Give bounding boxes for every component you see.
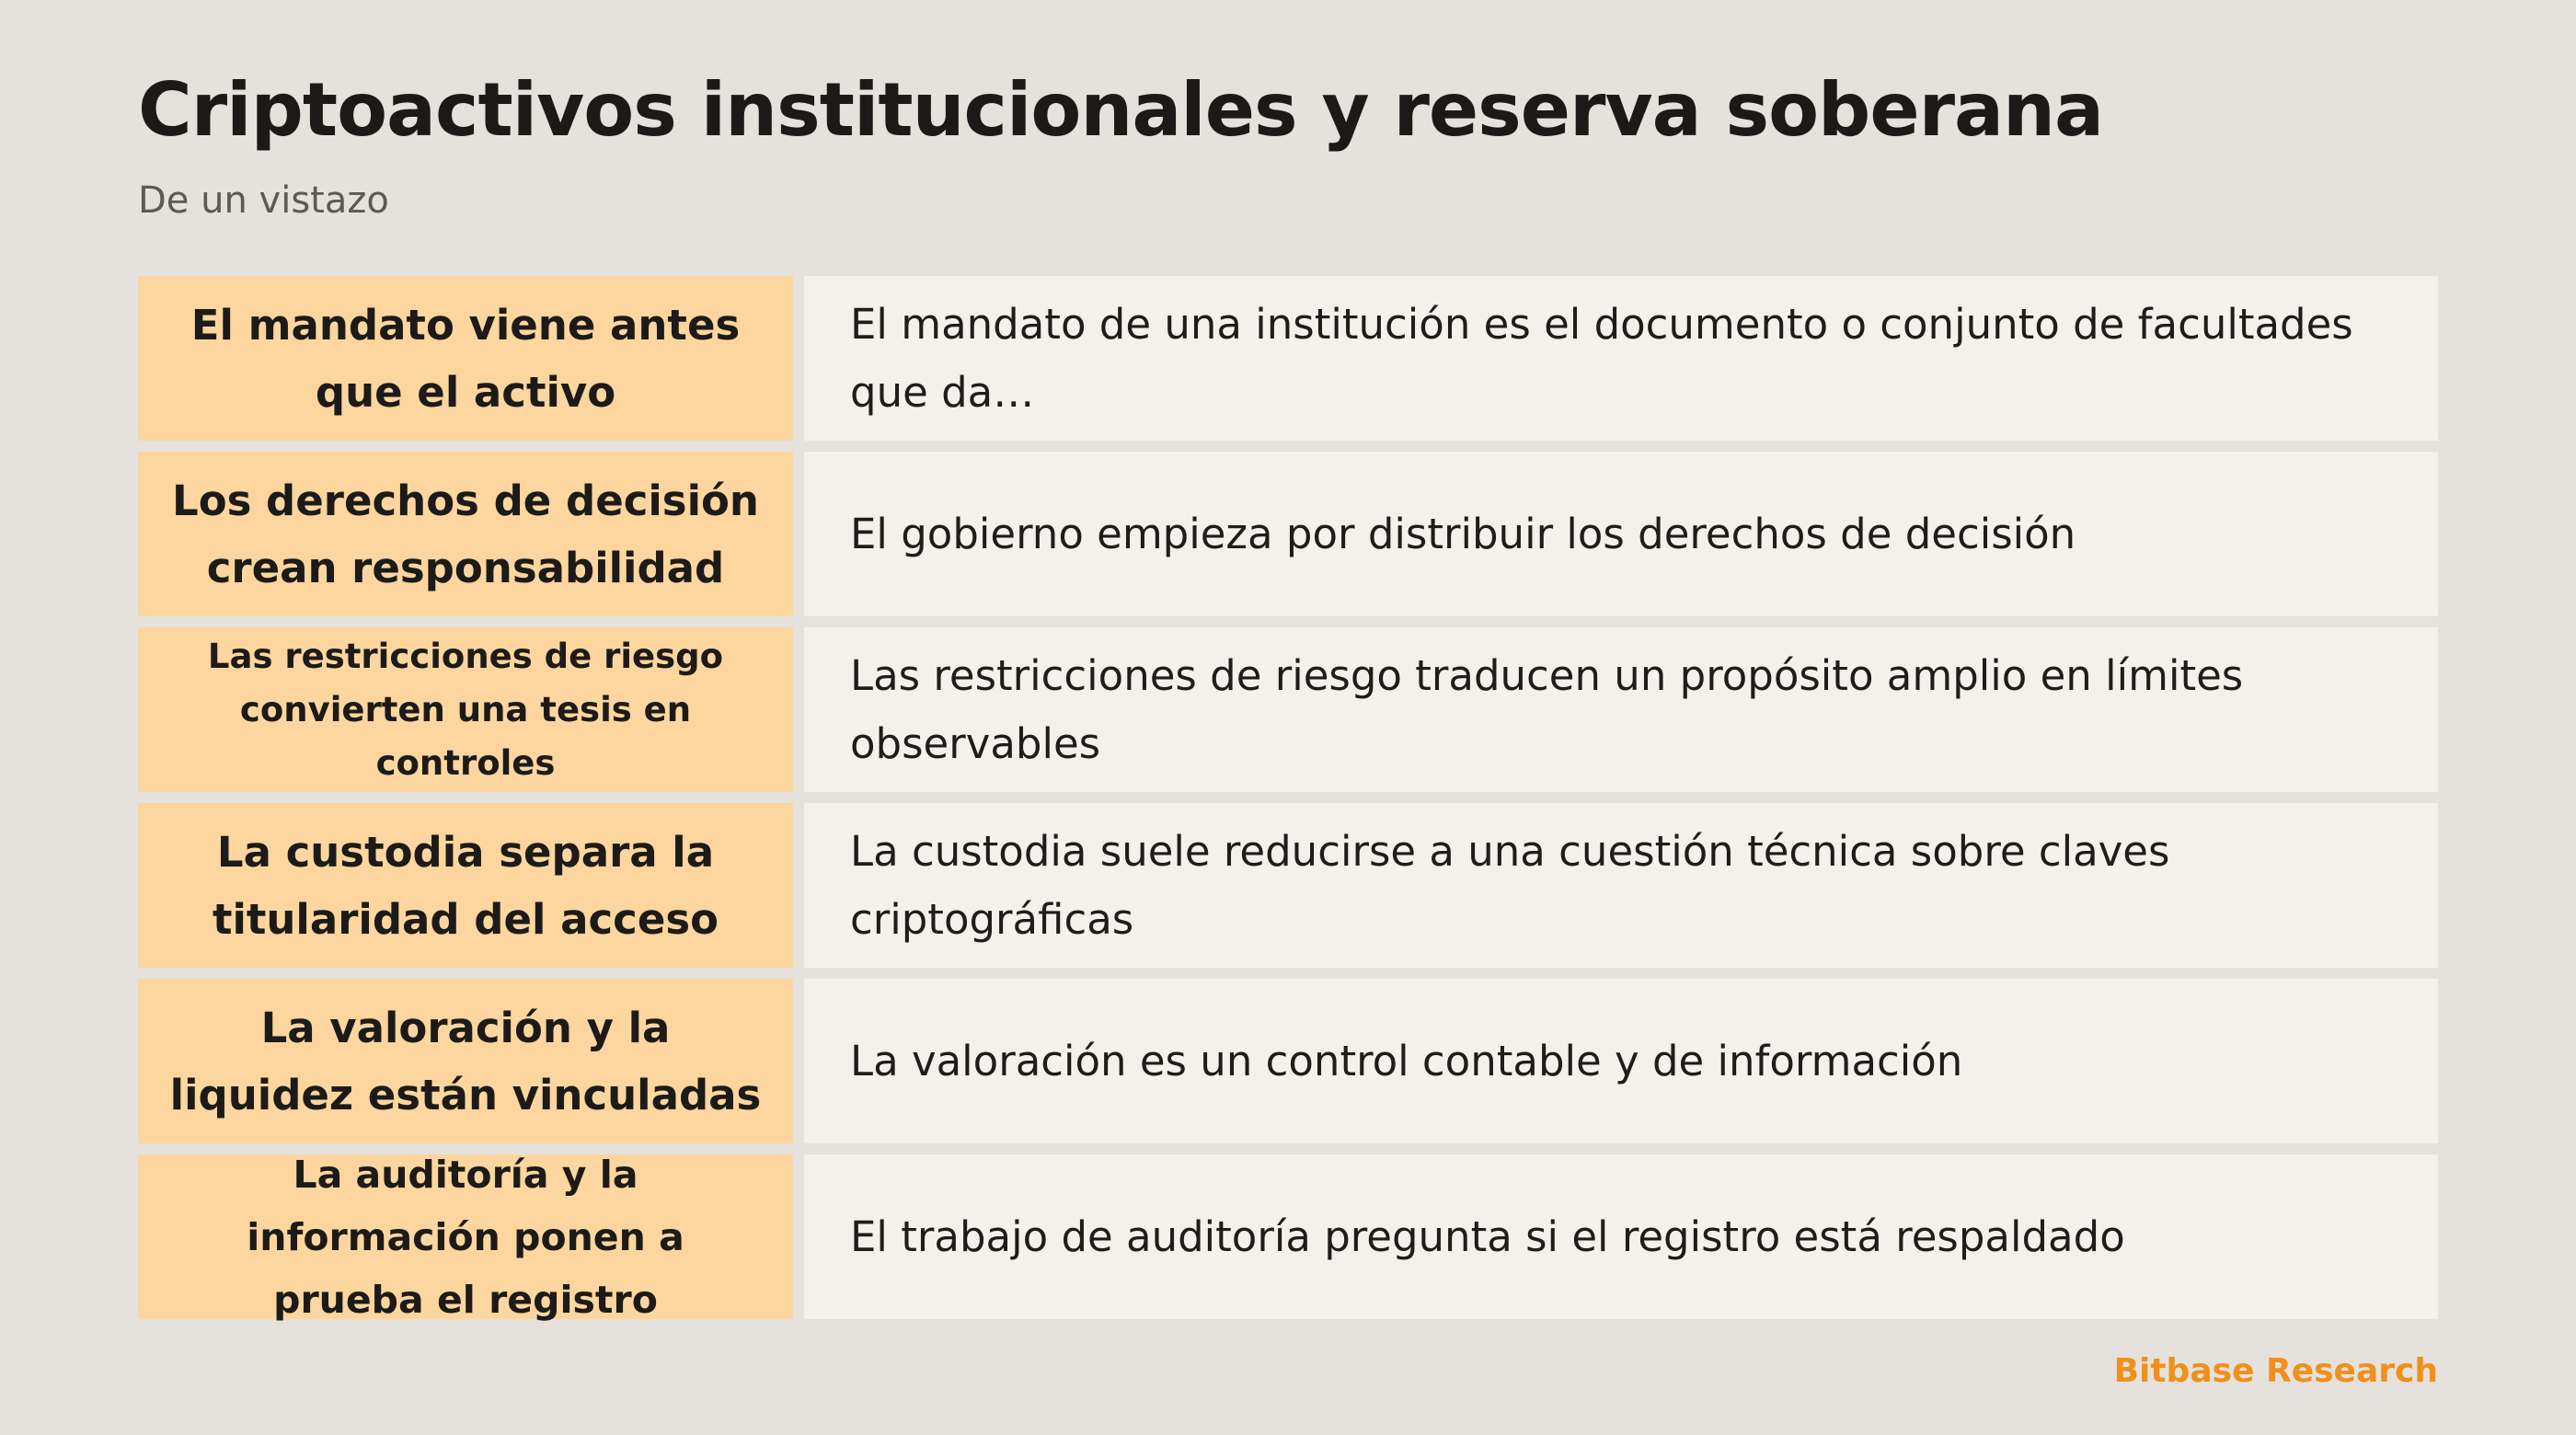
brand-footer: Bitbase Research xyxy=(2113,1352,2438,1390)
row-heading: Los derechos de decisión crean responsabilidad xyxy=(138,452,793,616)
row-description: La custodia suele reducirse a una cuestión técnica sobre claves criptográficas xyxy=(804,803,2438,968)
page-subtitle: De un vistazo xyxy=(138,179,389,222)
table-row xyxy=(138,1152,2438,1322)
row-description: La valoración es un control contable y de información xyxy=(804,979,2438,1143)
table-row xyxy=(138,979,2438,1143)
row-description: El mandato de una institución es el documento o conjunto de facultades que da… xyxy=(804,276,2438,441)
row-heading: Las restricciones de riesgo convierten una tesis en controles xyxy=(138,627,793,792)
summary-table xyxy=(138,276,2438,1322)
page-title: Criptoactivos institucionales y reserva soberana xyxy=(138,67,2103,153)
row-description: Las restricciones de riesgo traducen un propósito amplio en límites observables xyxy=(804,627,2438,792)
table-row xyxy=(138,452,2438,616)
row-heading: La auditoría y la información ponen a prueba el registro xyxy=(138,1154,793,1319)
row-heading: La custodia separa la titularidad del acceso xyxy=(138,803,793,968)
row-heading: La valoración y la liquidez están vinculadas xyxy=(138,979,793,1143)
table-row xyxy=(138,627,2438,792)
table-row xyxy=(138,803,2438,968)
row-heading: El mandato viene antes que el activo xyxy=(138,276,793,441)
row-description: El gobierno empieza por distribuir los derechos de decisión xyxy=(804,452,2438,616)
table-row xyxy=(138,276,2438,441)
row-description: El trabajo de auditoría pregunta si el registro está respaldado xyxy=(804,1154,2438,1319)
